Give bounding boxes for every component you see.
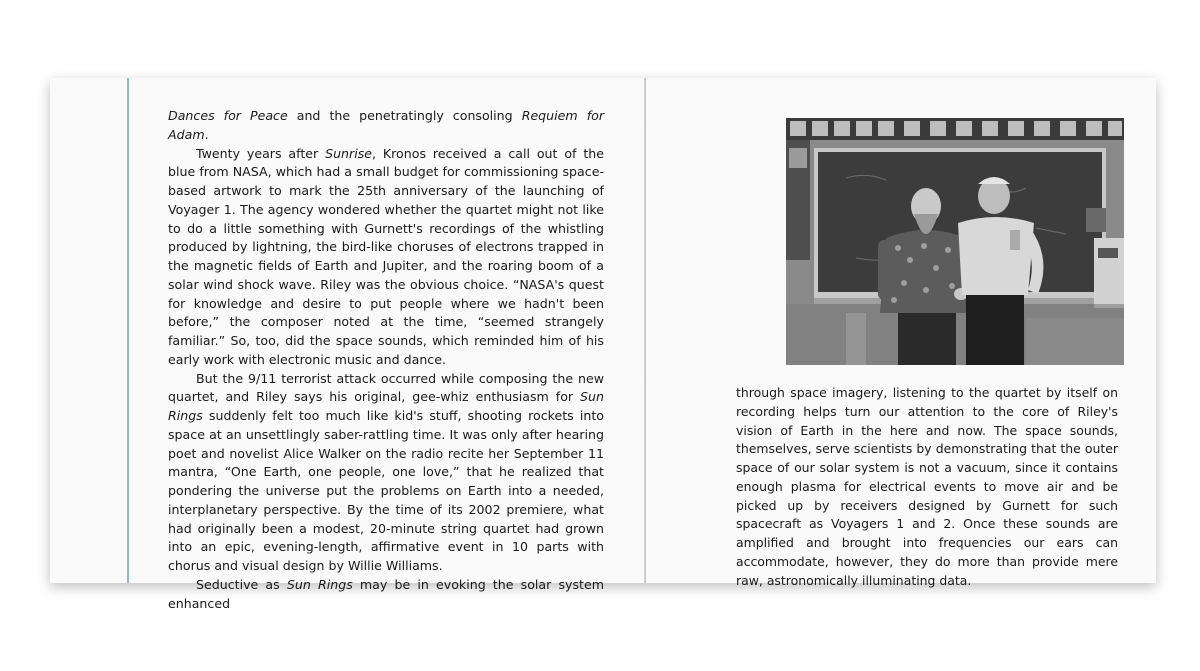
paragraph — [168, 576, 604, 614]
italic-title: Requiem for Adam — [168, 108, 605, 142]
right-page — [646, 78, 1156, 588]
italic-title: Dances for Peace — [168, 108, 288, 123]
text-run: , Kronos received a call out of the blue from NASA, which had a small budget for commissioning space-based artwork to mark the 25th anniversary of the launching of Voyager 1. The agency wondered whether the quartet might not like to do a little something with Gurnett's recordings of the whistling produced by lightning, the bird-like choruses of electrons trapped in the magnetic fields of Earth and Jupiter, and the roaring boom of a solar wind shock wave. Riley was the obvious choice. “NASA's quest for knowledge and desire to put people where we hadn't been before,” the composer noted at the time, “seemed strangely familiar.” So, too, did the space sounds, which reminded him of his early work with electronic music and dance. — [168, 145, 604, 367]
text-run: Twenty years after — [196, 145, 326, 161]
text-run: . — [204, 126, 209, 142]
paragraph: through space imagery, listening to the quartet by itself on recording helps turn our attention to the core of Riley's vision of Earth in the here and now. The space sounds, themselves, serve scientists by demonstrating that the outer space of our solar system is not a vacuum, since it contains enough plasma for electrical events to move air and be picked up by receivers designed by Gurnett for such spacecraft as Voyagers 1 and 2. Once these sounds are amplified and brought into frequencies our ears can accommodate, however, they do more than provide mere raw, astronomically illuminating data. — [736, 385, 1118, 588]
photograph-two-men-at-chalkboard-icon — [786, 118, 1124, 365]
booklet-spread — [50, 78, 1156, 611]
text-run: may be in evoking the solar system enhanced — [168, 576, 604, 611]
text-run: But the 9/11 terrorist attack occurred while composing the new quartet, and Riley says his original, gee-whiz enthusiasm for — [168, 370, 604, 405]
page-edge-divider — [127, 78, 129, 583]
right-text-column — [736, 384, 1118, 590]
italic-title: Sun Rings — [286, 576, 353, 592]
paragraph — [168, 370, 604, 576]
left-page — [50, 78, 646, 611]
paragraph — [168, 107, 604, 145]
italic-title: Sun Rings — [168, 389, 604, 423]
text-run: suddenly felt too much like kid's stuff, shooting rockets into space at an unsettlingly saber-rattling time. It was only after hearing poet and novelist Alice Walker on the radio recite her September 11 mantra, “One Earth, one people, one love,” that he realized that pondering the universe put the problems on Earth into a needed, interplanetary perspective. By the time of its 2002 premiere, what had originally been a modest, 20-minute string quartet had grown into an epic, evening-length, affirmative event in 10 parts with chorus and visual design by Willie Williams. — [168, 408, 604, 573]
text-run: Seductive as — [196, 576, 287, 592]
text-run: and the penetratingly consoling — [287, 108, 522, 123]
paragraph — [168, 145, 604, 370]
italic-title: Sunrise — [325, 145, 373, 161]
left-text-column — [168, 107, 604, 613]
